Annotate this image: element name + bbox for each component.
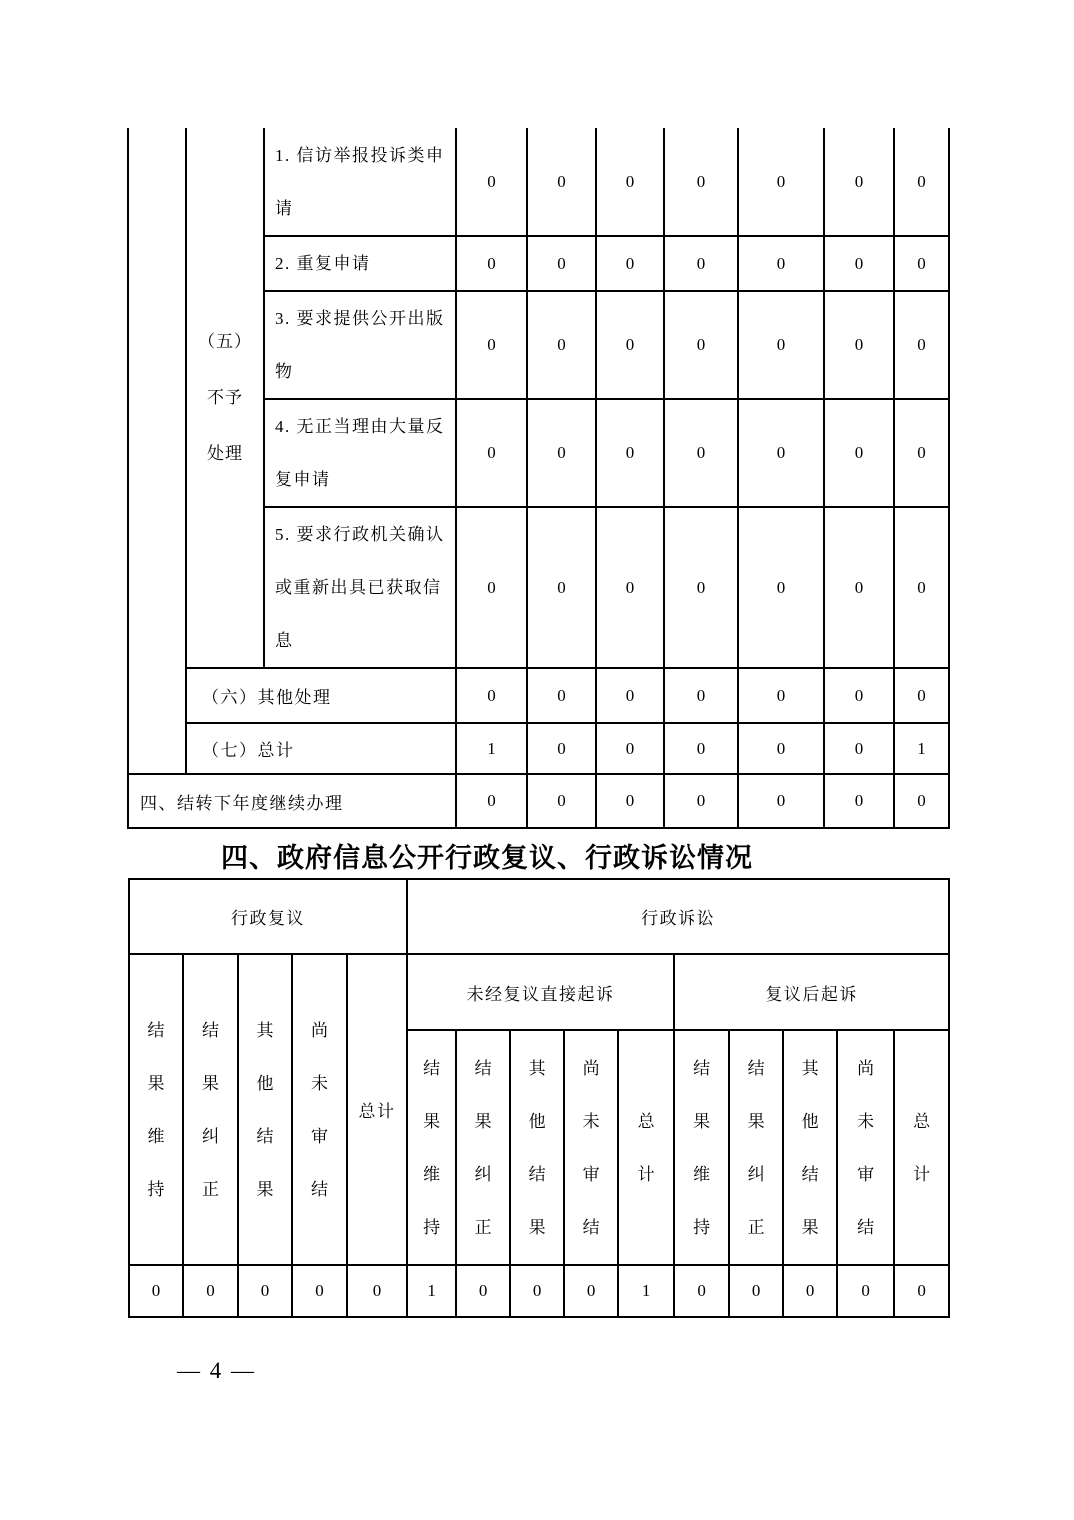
value-cell: 1 — [618, 1265, 674, 1317]
vertical-label: 总计 — [637, 1111, 655, 1184]
value-cell: 0 — [596, 774, 664, 828]
result-header-cell — [407, 1030, 456, 1265]
value-cell: 0 — [894, 236, 949, 291]
value-cell: 0 — [894, 774, 949, 828]
value-cell: 0 — [564, 1265, 618, 1317]
value-cell: 0 — [738, 774, 824, 828]
value-cell: 0 — [596, 507, 664, 668]
vertical-label: 结果维持 — [423, 1058, 441, 1237]
value-cell: 0 — [527, 668, 596, 723]
value-cell: 0 — [456, 128, 527, 236]
vertical-label: 结果维持 — [147, 1020, 165, 1199]
group-label-line: 不予 — [207, 387, 243, 407]
result-header-cell — [238, 954, 292, 1265]
value-cell: 0 — [738, 668, 824, 723]
vertical-label: 尚未审结 — [582, 1058, 600, 1237]
row-label-cell: 3. 要求提供公开出版物 — [264, 291, 456, 399]
row-label-cell: （七）总计 — [186, 723, 456, 774]
value-cell: 0 — [738, 723, 824, 774]
value-cell: 0 — [738, 507, 824, 668]
value-cell: 0 — [824, 774, 894, 828]
value-cell: 0 — [527, 774, 596, 828]
value-cell: 1 — [456, 723, 527, 774]
result-header-cell — [183, 954, 238, 1265]
value-cell: 0 — [894, 291, 949, 399]
vertical-label: 其他结果 — [256, 1020, 274, 1199]
value-cell: 0 — [894, 507, 949, 668]
vertical-label: 结果纠正 — [202, 1020, 219, 1199]
value-cell: 0 — [456, 291, 527, 399]
direct-suit-header-cell: 未经复议直接起诉 — [407, 954, 674, 1030]
value-cell: 0 — [456, 1265, 510, 1317]
value-cell: 0 — [238, 1265, 292, 1317]
value-cell: 0 — [456, 668, 527, 723]
vertical-label: 结果纠正 — [474, 1058, 492, 1237]
result-header-cell — [510, 1030, 564, 1265]
value-cell: 0 — [664, 774, 738, 828]
value-cell: 0 — [456, 774, 527, 828]
value-cell: 0 — [183, 1265, 238, 1317]
value-cell: 0 — [527, 507, 596, 668]
row-label-cell: 2. 重复申请 — [264, 236, 456, 291]
value-cell: 0 — [664, 291, 738, 399]
value-cell: 0 — [824, 236, 894, 291]
value-cell: 0 — [596, 668, 664, 723]
row-label-cell: 1. 信访举报投诉类申请 — [264, 128, 456, 236]
row-label-cell: 4. 无正当理由大量反复申请 — [264, 399, 456, 507]
group-label-line: （五） — [198, 331, 252, 351]
value-cell: 0 — [824, 507, 894, 668]
value-cell: 0 — [729, 1265, 783, 1317]
value-cell: 0 — [894, 128, 949, 236]
value-cell: 0 — [347, 1265, 407, 1317]
page-number: — 4 — — [177, 1358, 256, 1383]
value-cell: 0 — [596, 399, 664, 507]
value-cell: 0 — [527, 291, 596, 399]
value-cell: 0 — [596, 291, 664, 399]
value-cell: 0 — [824, 668, 894, 723]
value-cell: 0 — [664, 128, 738, 236]
value-cell: 0 — [824, 291, 894, 399]
value-cell: 0 — [527, 236, 596, 291]
value-cell: 0 — [664, 723, 738, 774]
value-cell: 0 — [456, 507, 527, 668]
vertical-label: 结果维持 — [693, 1058, 711, 1237]
value-cell: 0 — [456, 236, 527, 291]
result-header-cell — [837, 1030, 894, 1265]
value-cell: 0 — [894, 668, 949, 723]
value-cell: 1 — [894, 723, 949, 774]
group-label-line: 处理 — [207, 443, 243, 463]
value-cell: 0 — [738, 399, 824, 507]
result-header-cell — [618, 1030, 674, 1265]
vertical-label: 结果纠正 — [747, 1058, 765, 1237]
result-header-cell — [456, 1030, 510, 1265]
value-cell: 0 — [527, 723, 596, 774]
result-header-cell — [564, 1030, 618, 1265]
value-cell: 0 — [894, 1265, 949, 1317]
row-label-cell: （六）其他处理 — [186, 668, 456, 723]
value-cell: 0 — [738, 236, 824, 291]
value-cell: 0 — [824, 128, 894, 236]
review-header-cell: 行政复议 — [129, 879, 407, 954]
vertical-label: 尚未审结 — [311, 1020, 328, 1199]
continued-empty-cell — [128, 128, 186, 774]
value-cell: 0 — [527, 399, 596, 507]
result-header-cell — [729, 1030, 783, 1265]
value-cell: 0 — [783, 1265, 837, 1317]
value-cell: 0 — [664, 399, 738, 507]
value-cell: 0 — [456, 399, 527, 507]
value-cell: 0 — [738, 291, 824, 399]
value-cell: 0 — [894, 399, 949, 507]
value-cell: 0 — [674, 1265, 729, 1317]
result-header-cell — [674, 1030, 729, 1265]
value-cell: 0 — [738, 128, 824, 236]
value-cell: 0 — [596, 128, 664, 236]
post-review-suit-header-cell: 复议后起诉 — [674, 954, 949, 1030]
result-header-cell: 总计 — [347, 954, 407, 1265]
value-cell: 0 — [664, 668, 738, 723]
group-label-cell — [186, 128, 264, 668]
vertical-label: 总计 — [913, 1111, 931, 1184]
value-cell: 0 — [837, 1265, 894, 1317]
value-cell: 0 — [129, 1265, 183, 1317]
result-header-cell — [129, 954, 183, 1265]
section-heading: 四、政府信息公开行政复议、行政诉讼情况 — [221, 843, 753, 873]
value-cell: 0 — [824, 723, 894, 774]
value-cell: 0 — [664, 236, 738, 291]
result-header-cell — [894, 1030, 949, 1265]
value-cell: 0 — [824, 399, 894, 507]
review-litigation-table — [128, 878, 950, 1318]
value-cell: 0 — [510, 1265, 564, 1317]
row-label-cell: 四、结转下年度继续办理 — [128, 774, 456, 828]
value-cell: 0 — [596, 236, 664, 291]
vertical-label: 尚未审结 — [857, 1058, 875, 1237]
result-header-cell — [292, 954, 347, 1265]
value-cell: 1 — [407, 1265, 456, 1317]
value-cell: 0 — [527, 128, 596, 236]
vertical-label: 其他结果 — [528, 1058, 546, 1237]
row-label-cell: 5. 要求行政机关确认或重新出具已获取信息 — [264, 507, 456, 668]
result-header-cell — [783, 1030, 837, 1265]
litigation-header-cell: 行政诉讼 — [407, 879, 949, 954]
value-cell: 0 — [292, 1265, 347, 1317]
value-cell: 0 — [596, 723, 664, 774]
value-cell: 0 — [664, 507, 738, 668]
application-handling-table — [127, 128, 950, 829]
vertical-label: 其他结果 — [801, 1058, 819, 1237]
